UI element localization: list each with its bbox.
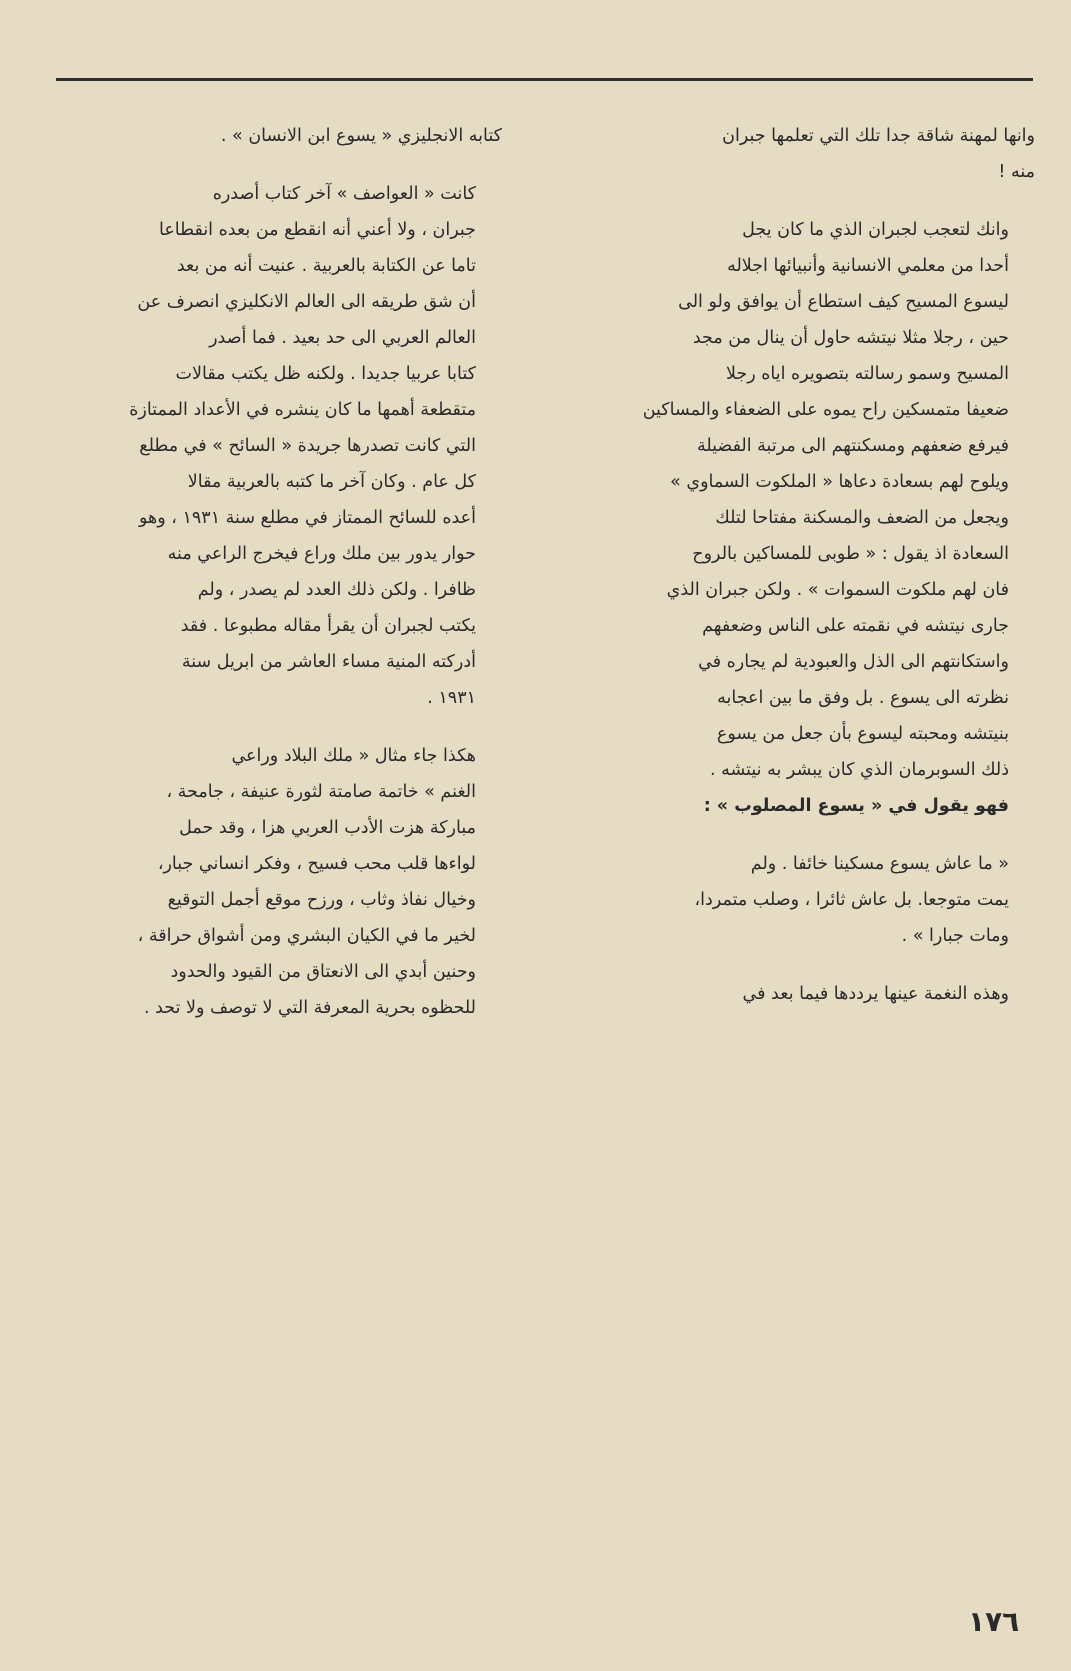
text-line: تاما عن الكتابة بالعربية . عنيت أنه من بعد xyxy=(176,256,476,276)
text-line: حوار يدور بين ملك وراع فيخرج الراعي منه xyxy=(167,544,476,564)
text-line: وانها لمهنة شاقة جدا تلك التي تعلمها جبران xyxy=(722,126,1035,146)
text-line: ظافرا . ولكن ذلك العدد لم يصدر ، ولم xyxy=(197,580,476,600)
text-line: وخيال نفاذ وثاب ، ورزح موقع أجمل التوقيع xyxy=(167,890,476,910)
text-line: « ما عاش يسوع مسكينا خائفا . ولم xyxy=(750,854,1009,874)
paragraph xyxy=(40,118,502,154)
text-line: كل عام . وكان آخر ما كتبه بالعربية مقالا xyxy=(187,472,476,492)
text-line: ذلك السوبرمان الذي كان يبشر به نيتشه . xyxy=(710,760,1009,780)
header-rule xyxy=(56,78,1033,81)
text-line: أدركته المنية مساء العاشر من ابريل سنة xyxy=(181,652,476,672)
text-line: كتابا عربيا جديدا . ولكنه ظل يكتب مقالات xyxy=(175,364,476,384)
text-line: ١٩٣١ . xyxy=(427,688,476,708)
text-line: أن شق طريقه الى العالم الانكليزي انصرف عن xyxy=(137,292,476,312)
text-line: أعده للسائح الممتاز في مطلع سنة ١٩٣١ ، وهو xyxy=(139,508,476,528)
left-column xyxy=(40,118,502,1048)
text-line: وحنين أبدي الى الانعتاق من القيود والحدود xyxy=(170,962,476,982)
text-line: للحظوه بحرية المعرفة التي لا توصف ولا تحد . xyxy=(144,998,476,1018)
text-line: وهذه النغمة عينها يرددها فيما بعد في xyxy=(742,984,1009,1004)
text-line: كتابه الانجليزي « يسوع ابن الانسان » . xyxy=(220,126,502,146)
text-line: هكذا جاء مثال « ملك البلاد وراعي xyxy=(231,746,476,766)
text-line: ضعيفا متمسكين راح يموه على الضعفاء والمساكين xyxy=(642,400,1009,420)
paragraph xyxy=(560,212,1035,824)
text-line: جارى نيتشه في نقمته على الناس وضعفهم xyxy=(702,616,1009,636)
quote-paragraph xyxy=(560,846,1035,954)
text-line: ويلوح لهم بسعادة دعاها « الملكوت السماوي » xyxy=(670,472,1009,492)
text-line: ومات جبارا » . xyxy=(901,926,1009,946)
text-line: يكتب لجبران أن يقرأ مقاله مطبوعا . فقد xyxy=(180,616,476,636)
right-column xyxy=(560,118,1035,1034)
text-line: واستكانتهم الى الذل والعبودية لم يجاره في xyxy=(698,652,1009,672)
text-line: يمت متوجعا. بل عاش ثائرا ، وصلب متمردا، xyxy=(694,890,1009,910)
text-line: كانت « العواصف » آخر كتاب أصدره xyxy=(212,184,476,204)
paragraph xyxy=(40,738,502,1026)
page-number: ١٧٦ xyxy=(968,1605,1020,1638)
text-line: العالم العربي الى حد بعيد . فما أصدر xyxy=(209,328,476,348)
paragraph xyxy=(560,118,1035,190)
text-line: وانك لتعجب لجبران الذي ما كان يجل xyxy=(742,220,1009,240)
text-line: جبران ، ولا أعني أنه انقطع من بعده انقطاعا xyxy=(159,220,476,240)
text-line: التي كانت تصدرها جريدة « السائح » في مطلع xyxy=(139,436,476,456)
text-line: لواءها قلب محب فسيح ، وفكر انساني جبار، xyxy=(157,854,476,874)
text-line-bold: فهو يقول في « يسوع المصلوب » : xyxy=(703,796,1009,816)
text-line: أحدا من معلمي الانسانية وأنبيائها اجلاله xyxy=(727,256,1009,276)
text-line: متقطعة أهمها ما كان ينشره في الأعداد الممتازة xyxy=(129,400,476,420)
text-line: فان لهم ملكوت السموات » . ولكن جبران الذي xyxy=(666,580,1009,600)
text-line: لخير ما في الكيان البشري ومن أشواق حراقة ، xyxy=(137,926,476,946)
text-line: نظرته الى يسوع . بل وفق ما بين اعجابه xyxy=(717,688,1009,708)
text-line: الغنم » خاتمة صامتة لثورة عنيفة ، جامحة ، xyxy=(166,782,476,802)
text-line: المسيح وسمو رسالته بتصويره اياه رجلا xyxy=(725,364,1009,384)
text-line: فيرفع ضعفهم ومسكنتهم الى مرتبة الفضيلة xyxy=(696,436,1009,456)
text-line: ليسوع المسيح كيف استطاع أن يوافق ولو الى xyxy=(678,292,1009,312)
text-line: مباركة هزت الأدب العربي هزا ، وقد حمل xyxy=(179,818,476,838)
text-line: منه ! xyxy=(998,162,1035,182)
paragraph xyxy=(40,176,502,716)
paragraph xyxy=(560,976,1035,1012)
text-line: السعادة اذ يقول : « طوبى للمساكين بالروح xyxy=(692,544,1009,564)
text-line: ويجعل من الضعف والمسكنة مفتاحا لتلك xyxy=(715,508,1009,528)
text-line: حين ، رجلا مثلا نيتشه حاول أن ينال من مجد xyxy=(692,328,1009,348)
text-line: بنيتشه ومحبته ليسوع بأن جعل من يسوع xyxy=(716,724,1009,744)
